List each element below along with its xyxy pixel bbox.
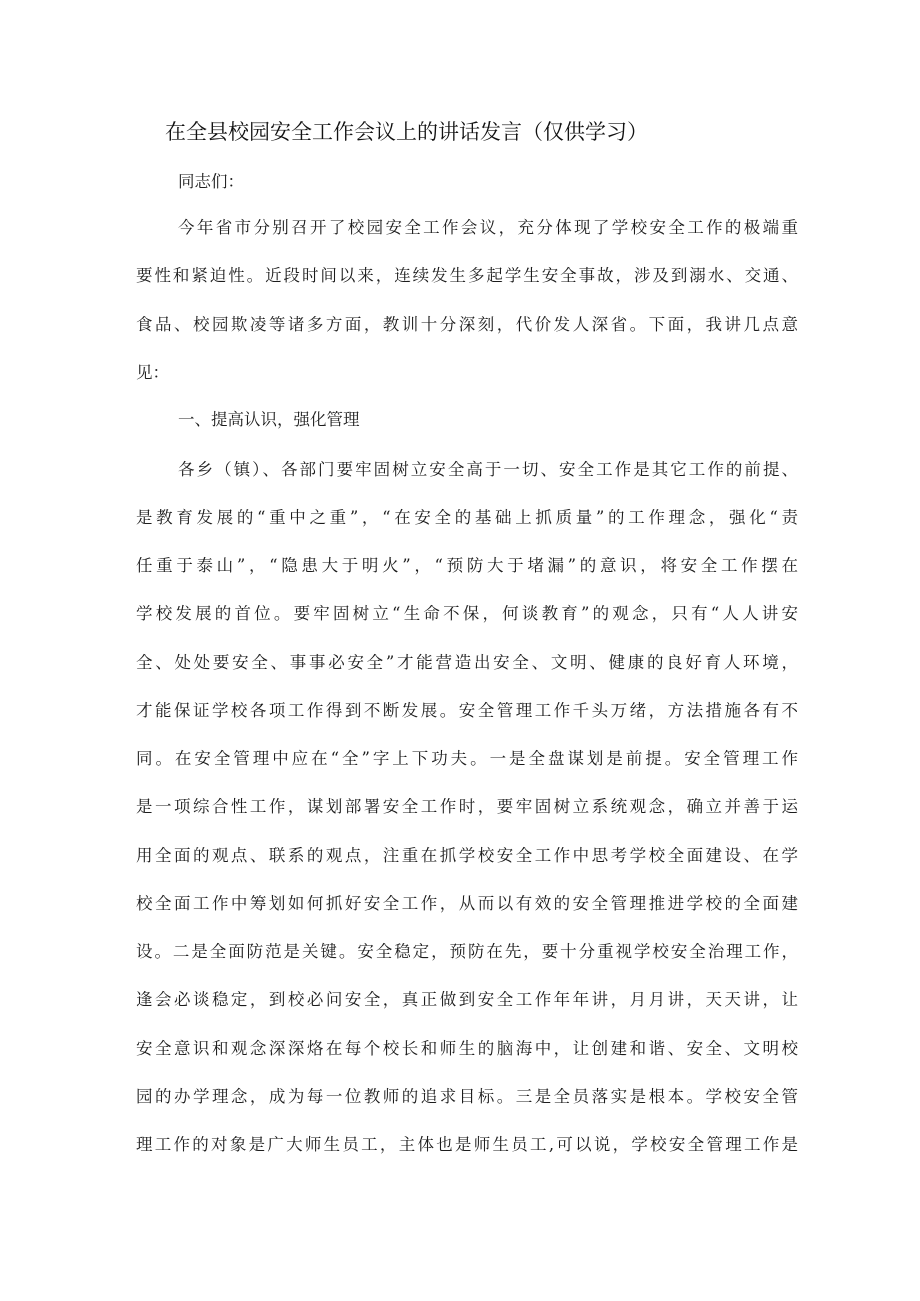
paragraph-line: 校全面工作中筹划如何抓好安全工作，从而以有效的安全管理推进学校的全面建 — [136, 894, 798, 913]
paragraph-line: 今年省市分别召开了校园安全工作会议，充分体现了学校安全工作的极端重 — [178, 218, 798, 237]
paragraph-line: 安全意识和观念深深烙在每个校长和师生的脑海中，让创建和谐、安全、文明校 — [136, 1039, 798, 1058]
paragraph-line: 逢会必谈稳定，到校必问安全，真正做到安全工作年年讲，月月讲，天天讲，让 — [136, 990, 798, 1009]
salutation: 同志们： — [178, 172, 244, 191]
paragraph-line: 全、处处要安全、事事必安全”才能营造出安全、文明、健康的良好育人环境， — [136, 653, 798, 672]
paragraph-line: 任重于泰山”，“隐患大于明火”，“预防大于堵漏”的意识，将安全工作摆在 — [136, 556, 798, 575]
paragraph-line: 见： — [136, 363, 169, 382]
paragraph-line: 是一项综合性工作，谋划部署安全工作时，要牢固树立系统观念，确立并善于运 — [136, 797, 798, 816]
paragraph-line: 同。在安全管理中应在“全”字上下功夫。一是全盘谋划是前提。安全管理工作 — [136, 749, 798, 768]
paragraph-line: 各乡（镇）、各部门要牢固树立安全高于一切、安全工作是其它工作的前提、 — [178, 460, 798, 479]
paragraph-line: 设。二是全面防范是关键。安全稳定，预防在先，要十分重视学校安全治理工作， — [136, 942, 798, 961]
section-heading: 一、提高认识，强化管理 — [178, 410, 360, 429]
paragraph-line: 要性和紧迫性。近段时间以来，连续发生多起学生安全事故，涉及到溺水、交通、 — [136, 266, 798, 285]
paragraph-line: 才能保证学校各项工作得到不断发展。安全管理工作千头万绪，方法措施各有不 — [136, 701, 798, 720]
paragraph-line: 园的办学理念，成为每一位教师的追求目标。三是全员落实是根本。学校安全管 — [136, 1087, 798, 1106]
paragraph-line: 用全面的观点、联系的观点，注重在抓学校安全工作中思考学校全面建设、在学 — [136, 846, 798, 865]
paragraph-line: 理工作的对象是广大师生员工，主体也是师生员工,可以说，学校安全管理工作是 — [136, 1135, 798, 1154]
paragraph-line: 学校发展的首位。要牢固树立“生命不保，何谈教育”的观念，只有“人人讲安 — [136, 604, 798, 623]
paragraph-line: 食品、校园欺凌等诸多方面，教训十分深刻，代价发人深省。下面，我讲几点意 — [136, 315, 798, 334]
document-title: 在全县校园安全工作会议上的讲话发言（仅供学习） — [165, 120, 648, 144]
paragraph-line: 是教育发展的“重中之重”，“在安全的基础上抓质量”的工作理念，强化“责 — [136, 508, 798, 527]
